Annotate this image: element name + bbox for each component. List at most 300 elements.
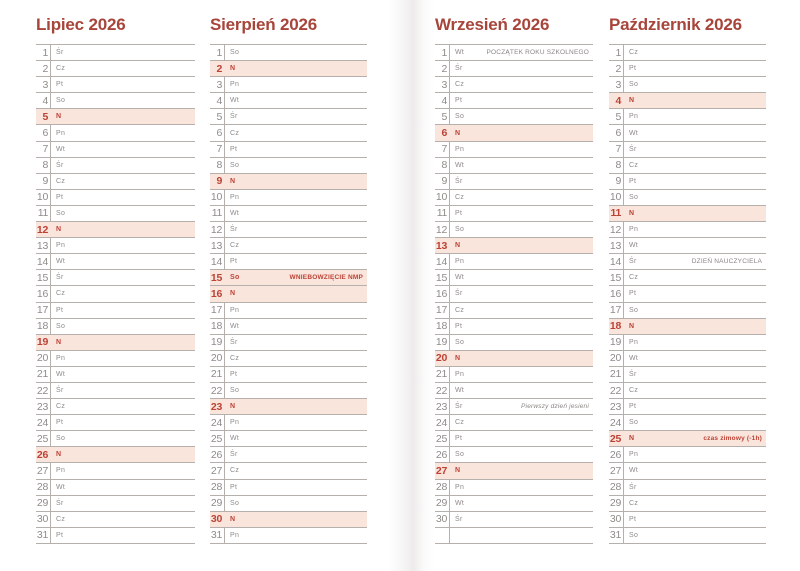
day-abbr: Pn	[455, 258, 465, 266]
day-number: 2	[42, 62, 48, 75]
day-row	[435, 270, 593, 286]
day-row	[36, 77, 195, 93]
day-number: 6	[216, 127, 222, 140]
day-abbr: Wt	[455, 161, 465, 169]
day-row	[36, 303, 195, 319]
day-abbr: Pt	[629, 65, 637, 73]
day-row	[609, 109, 766, 125]
day-number: 5	[42, 110, 48, 123]
day-number: 28	[609, 481, 621, 494]
day-abbr: Cz	[56, 177, 66, 185]
day-number: 19	[435, 336, 447, 349]
month-title: Lipiec 2026	[36, 15, 126, 34]
day-number: 29	[609, 497, 621, 510]
day-row	[609, 367, 766, 383]
day-abbr: Śr	[455, 290, 463, 298]
day-abbr: N	[56, 451, 62, 459]
day-number: 30	[435, 513, 447, 526]
day-row	[210, 61, 367, 77]
day-row	[609, 93, 766, 109]
day-row	[435, 431, 593, 447]
day-row	[36, 496, 195, 512]
day-abbr: Cz	[56, 515, 66, 523]
day-row	[609, 335, 766, 351]
day-abbr: Pn	[230, 531, 240, 539]
day-number: 23	[435, 400, 447, 413]
day-number: 20	[36, 352, 48, 365]
day-number: 27	[36, 464, 48, 477]
day-row	[36, 93, 195, 109]
day-number: 2	[615, 62, 621, 75]
day-row	[435, 142, 593, 158]
day-number: 28	[36, 481, 48, 494]
day-number: 27	[210, 464, 222, 477]
day-row	[435, 222, 593, 238]
day-row	[36, 447, 195, 463]
day-row	[36, 45, 195, 61]
day-row	[609, 142, 766, 158]
day-number: 25	[435, 432, 447, 445]
day-row	[36, 528, 195, 544]
day-row	[210, 463, 367, 479]
day-number: 17	[609, 304, 621, 317]
day-number: 16	[210, 287, 222, 300]
day-abbr: Wt	[56, 370, 66, 378]
day-row	[609, 125, 766, 141]
day-abbr: Cz	[629, 274, 639, 282]
day-abbr: Pt	[455, 209, 463, 217]
day-abbr: Śr	[230, 226, 238, 234]
day-row	[609, 415, 766, 431]
day-row	[609, 61, 766, 77]
day-number: 27	[609, 464, 621, 477]
day-row	[36, 431, 195, 447]
day-note: DZIEŃ NAUCZYCIELA	[691, 258, 762, 266]
day-abbr: So	[455, 113, 465, 121]
day-row	[36, 480, 195, 496]
day-row	[210, 270, 367, 286]
day-abbr: Cz	[455, 419, 465, 427]
day-abbr: Cz	[56, 403, 66, 411]
month-title: Wrzesień 2026	[435, 15, 550, 34]
day-abbr: N	[629, 435, 635, 443]
day-row	[609, 319, 766, 335]
day-row	[435, 286, 593, 302]
day-abbr: Cz	[455, 193, 465, 201]
day-number: 3	[216, 78, 222, 91]
day-row	[609, 238, 766, 254]
day-abbr: So	[455, 226, 465, 234]
day-row	[36, 61, 195, 77]
day-row	[435, 238, 593, 254]
day-row	[36, 512, 195, 528]
day-abbr: Wt	[629, 242, 639, 250]
day-row	[609, 190, 766, 206]
day-number: 3	[615, 78, 621, 91]
day-number: 23	[210, 400, 222, 413]
day-row	[36, 158, 195, 174]
day-number: 9	[42, 175, 48, 188]
day-number: 31	[210, 529, 222, 542]
day-number: 26	[609, 448, 621, 461]
day-number: 18	[36, 320, 48, 333]
day-row	[609, 351, 766, 367]
day-number: 18	[609, 320, 621, 333]
day-number: 7	[42, 143, 48, 156]
day-row	[435, 303, 593, 319]
day-row	[435, 367, 593, 383]
day-abbr: Pn	[455, 370, 465, 378]
day-number: 9	[216, 175, 222, 188]
day-row	[609, 463, 766, 479]
day-row	[210, 45, 367, 61]
day-row	[435, 496, 593, 512]
blank-row	[435, 528, 593, 544]
day-row	[435, 190, 593, 206]
day-row	[609, 431, 766, 447]
day-abbr: Pn	[629, 113, 639, 121]
day-number: 15	[36, 271, 48, 284]
day-number: 12	[609, 223, 621, 236]
day-row	[210, 93, 367, 109]
day-row	[609, 158, 766, 174]
day-number: 11	[610, 207, 621, 220]
day-number: 15	[435, 271, 447, 284]
day-abbr: Śr	[629, 258, 637, 266]
day-grid	[435, 44, 593, 544]
day-row	[609, 447, 766, 463]
day-row	[210, 335, 367, 351]
day-number: 21	[210, 368, 222, 381]
day-number: 1	[441, 46, 447, 59]
day-abbr: Wt	[629, 354, 639, 362]
day-number: 16	[609, 287, 621, 300]
day-abbr: Pt	[230, 145, 238, 153]
day-number: 17	[435, 304, 447, 317]
day-abbr: Pt	[629, 177, 637, 185]
day-number: 8	[441, 159, 447, 172]
day-number: 8	[615, 159, 621, 172]
day-abbr: Cz	[455, 306, 465, 314]
day-row	[210, 125, 367, 141]
day-number: 9	[441, 175, 447, 188]
day-number: 26	[36, 448, 48, 461]
day-row	[435, 463, 593, 479]
day-row	[210, 206, 367, 222]
day-abbr: Pt	[629, 515, 637, 523]
day-abbr: Wt	[56, 483, 66, 491]
day-abbr: Wt	[56, 145, 66, 153]
day-row	[36, 367, 195, 383]
day-number: 21	[435, 368, 447, 381]
day-number: 3	[441, 78, 447, 91]
month-column-august	[210, 0, 367, 571]
day-abbr: N	[455, 354, 461, 362]
day-row	[210, 431, 367, 447]
day-abbr: So	[230, 387, 240, 395]
day-abbr: So	[629, 193, 639, 201]
day-abbr: Pn	[629, 451, 639, 459]
day-number: 10	[210, 191, 222, 204]
day-abbr: N	[230, 177, 236, 185]
day-number: 11	[211, 207, 222, 220]
day-abbr: Wt	[455, 49, 465, 57]
day-abbr: N	[230, 65, 236, 73]
day-row	[609, 480, 766, 496]
day-number: 4	[216, 94, 222, 107]
day-abbr: Wt	[230, 97, 240, 105]
day-abbr: Wt	[230, 435, 240, 443]
day-abbr: Pn	[56, 354, 66, 362]
day-abbr: Pn	[56, 129, 66, 137]
day-abbr: Pt	[455, 435, 463, 443]
day-number: 19	[609, 336, 621, 349]
day-abbr: Pt	[230, 258, 238, 266]
day-abbr: Cz	[629, 499, 639, 507]
day-abbr: Cz	[56, 290, 66, 298]
day-row	[36, 399, 195, 415]
day-abbr: Śr	[629, 145, 637, 153]
day-abbr: Pt	[629, 403, 637, 411]
day-abbr: Pn	[56, 467, 66, 475]
day-number: 29	[435, 497, 447, 510]
day-number: 18	[210, 320, 222, 333]
day-abbr: Śr	[629, 370, 637, 378]
day-abbr: Śr	[230, 113, 238, 121]
day-row	[210, 238, 367, 254]
day-number: 6	[441, 127, 447, 140]
day-abbr: N	[629, 322, 635, 330]
day-row	[609, 399, 766, 415]
day-number: 19	[210, 336, 222, 349]
day-abbr: N	[230, 515, 236, 523]
day-number: 9	[615, 175, 621, 188]
day-abbr: Cz	[230, 467, 240, 475]
day-row	[36, 351, 195, 367]
day-abbr: So	[56, 97, 66, 105]
day-abbr: Śr	[629, 483, 637, 491]
day-abbr: Cz	[230, 354, 240, 362]
day-abbr: N	[56, 226, 62, 234]
day-number: 12	[36, 223, 48, 236]
day-number: 12	[435, 223, 447, 236]
day-abbr: Pt	[56, 193, 64, 201]
day-row	[435, 351, 593, 367]
day-abbr: So	[455, 338, 465, 346]
day-abbr: Śr	[230, 338, 238, 346]
day-number: 21	[609, 368, 621, 381]
day-row	[210, 415, 367, 431]
day-row	[36, 125, 195, 141]
day-number: 16	[36, 287, 48, 300]
day-abbr: Śr	[455, 177, 463, 185]
day-number: 1	[42, 46, 48, 59]
day-number: 24	[210, 416, 222, 429]
day-abbr: Śr	[230, 451, 238, 459]
page-gutter-shadow	[388, 0, 434, 571]
day-row	[609, 222, 766, 238]
day-row	[36, 190, 195, 206]
day-row	[210, 222, 367, 238]
day-number: 6	[615, 127, 621, 140]
day-row	[609, 45, 766, 61]
day-row	[36, 142, 195, 158]
day-number: 7	[441, 143, 447, 156]
day-abbr: Pt	[455, 322, 463, 330]
day-row	[36, 463, 195, 479]
day-number: 2	[216, 62, 222, 75]
day-abbr: So	[230, 274, 240, 282]
day-abbr: N	[629, 209, 635, 217]
day-grid	[609, 44, 766, 544]
day-row	[210, 174, 367, 190]
day-abbr: Cz	[629, 49, 639, 57]
day-number: 28	[210, 481, 222, 494]
day-abbr: So	[230, 161, 240, 169]
day-row	[36, 222, 195, 238]
day-row	[609, 77, 766, 93]
day-number: 11	[436, 207, 447, 220]
day-abbr: Śr	[56, 499, 64, 507]
day-abbr: Wt	[230, 209, 240, 217]
day-abbr: So	[56, 209, 66, 217]
month-column-september	[435, 0, 593, 571]
day-number: 17	[210, 304, 222, 317]
day-number: 21	[36, 368, 48, 381]
day-row	[435, 335, 593, 351]
day-abbr: N	[230, 290, 236, 298]
day-number: 23	[609, 400, 621, 413]
day-abbr: So	[455, 451, 465, 459]
day-row	[435, 206, 593, 222]
day-row	[435, 77, 593, 93]
day-abbr: Pn	[629, 338, 639, 346]
day-number: 10	[435, 191, 447, 204]
day-row	[210, 319, 367, 335]
day-row	[435, 254, 593, 270]
day-abbr: Pn	[629, 226, 639, 234]
day-row	[36, 206, 195, 222]
day-abbr: Pt	[56, 531, 64, 539]
day-number: 15	[210, 271, 222, 284]
day-abbr: Cz	[629, 387, 639, 395]
day-row	[36, 109, 195, 125]
day-note: WNIEBOWZIĘCIE NMP	[289, 274, 363, 282]
day-row	[36, 238, 195, 254]
day-number: 20	[210, 352, 222, 365]
day-number: 8	[42, 159, 48, 172]
day-number: 14	[210, 255, 222, 268]
day-row	[435, 61, 593, 77]
day-abbr: Śr	[455, 65, 463, 73]
day-number: 28	[435, 481, 447, 494]
day-row	[210, 303, 367, 319]
month-column-july	[36, 0, 195, 571]
day-abbr: Pt	[230, 370, 238, 378]
day-row	[435, 383, 593, 399]
day-abbr: Wt	[455, 274, 465, 282]
day-abbr: N	[629, 97, 635, 105]
day-abbr: Śr	[455, 515, 463, 523]
day-row	[435, 447, 593, 463]
day-abbr: Wt	[56, 258, 66, 266]
day-abbr: Pt	[230, 483, 238, 491]
day-row	[435, 45, 593, 61]
day-abbr: So	[629, 81, 639, 89]
day-number: 29	[210, 497, 222, 510]
day-abbr: Śr	[56, 387, 64, 395]
day-abbr: Pt	[56, 81, 64, 89]
day-row	[435, 125, 593, 141]
day-abbr: N	[455, 129, 461, 137]
day-row	[210, 447, 367, 463]
day-row	[36, 254, 195, 270]
day-row	[609, 254, 766, 270]
day-number: 13	[435, 239, 447, 252]
day-number: 24	[609, 416, 621, 429]
day-row	[210, 399, 367, 415]
day-abbr: Pn	[455, 483, 465, 491]
day-abbr: Wt	[629, 129, 639, 137]
day-number: 22	[609, 384, 621, 397]
day-abbr: Wt	[455, 387, 465, 395]
day-number: 24	[435, 416, 447, 429]
day-row	[210, 254, 367, 270]
day-abbr: Pt	[56, 419, 64, 427]
day-abbr: Wt	[629, 467, 639, 475]
day-row	[609, 303, 766, 319]
day-abbr: Pn	[56, 242, 66, 250]
day-row	[435, 512, 593, 528]
day-abbr: So	[56, 435, 66, 443]
day-row	[36, 335, 195, 351]
day-abbr: Pn	[230, 419, 240, 427]
day-number: 29	[36, 497, 48, 510]
day-number: 25	[609, 432, 621, 445]
day-number: 11	[37, 207, 48, 220]
day-number: 30	[36, 513, 48, 526]
day-number: 13	[609, 239, 621, 252]
day-row	[210, 109, 367, 125]
day-row	[435, 399, 593, 415]
day-number: 22	[36, 384, 48, 397]
day-abbr: Pn	[455, 145, 465, 153]
day-number: 15	[609, 271, 621, 284]
day-row	[435, 158, 593, 174]
day-row	[435, 480, 593, 496]
day-number: 14	[609, 255, 621, 268]
day-note: Pierwszy dzień jesieni	[521, 403, 589, 411]
day-abbr: Cz	[629, 161, 639, 169]
day-abbr: Wt	[230, 322, 240, 330]
day-abbr: So	[230, 49, 240, 57]
day-number: 31	[36, 529, 48, 542]
day-abbr: Wt	[455, 499, 465, 507]
day-grid	[36, 44, 195, 544]
day-abbr: Pt	[56, 306, 64, 314]
day-row	[210, 528, 367, 544]
day-number: 2	[441, 62, 447, 75]
day-abbr: N	[56, 338, 62, 346]
day-row	[609, 286, 766, 302]
day-number: 13	[210, 239, 222, 252]
day-row	[609, 383, 766, 399]
day-number: 27	[435, 464, 447, 477]
day-row	[210, 158, 367, 174]
day-row	[210, 351, 367, 367]
day-number: 17	[36, 304, 48, 317]
day-row	[210, 367, 367, 383]
